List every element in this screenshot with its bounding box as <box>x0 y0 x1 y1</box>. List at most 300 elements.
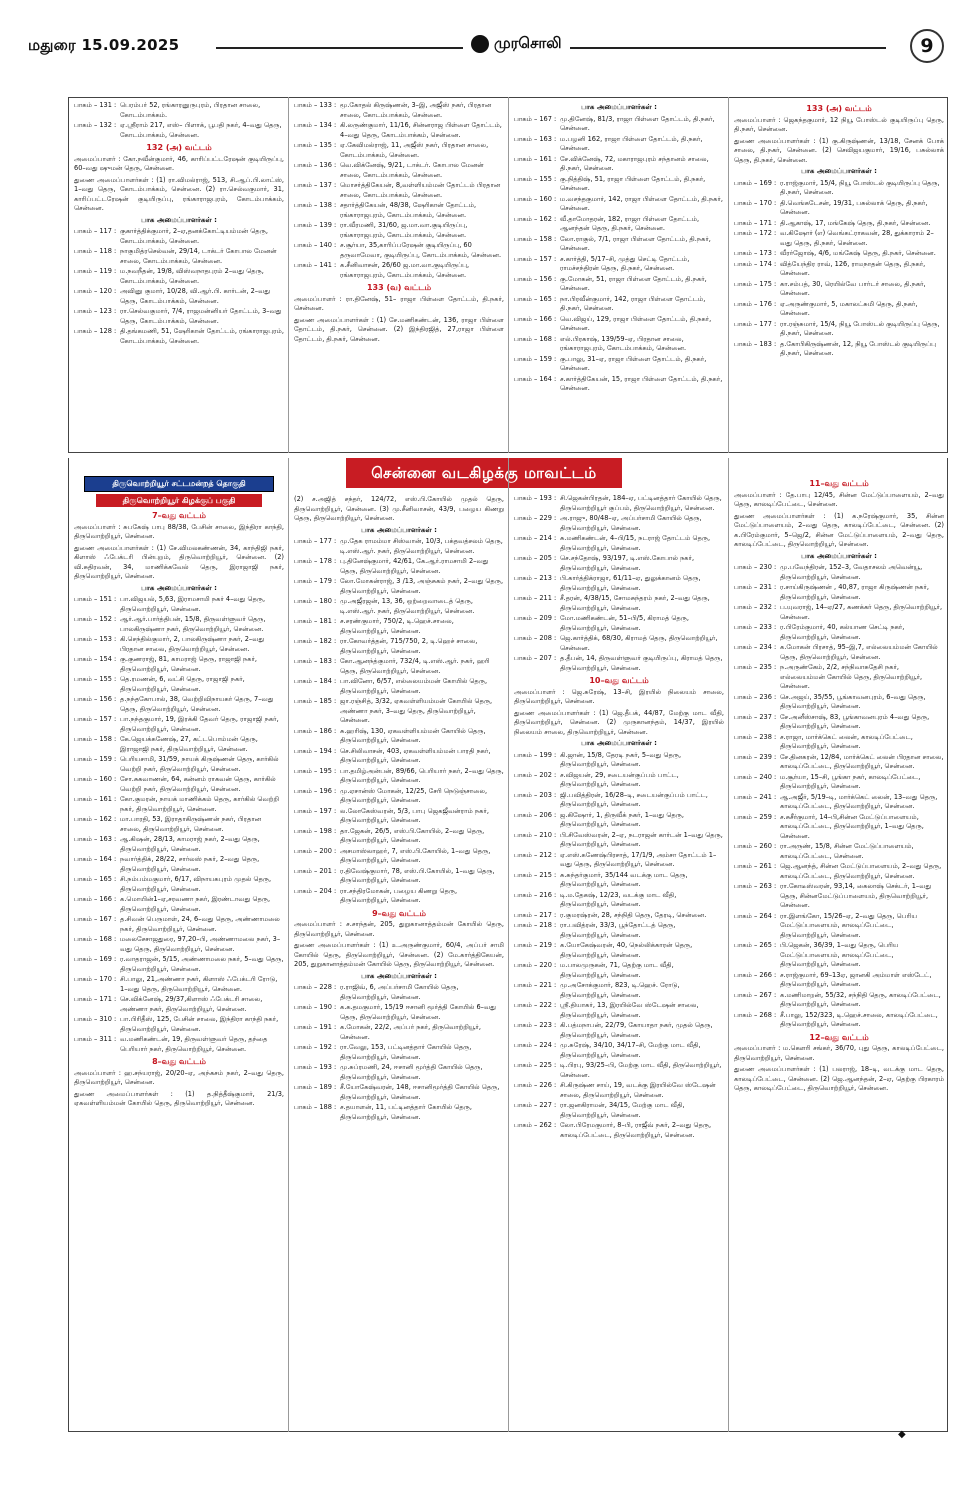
part-number: பாகம் – 156 <box>74 695 112 703</box>
part-entry <box>294 1043 504 1062</box>
part-organizer: சி.நம்பம்மகுமார், 6/17, விநாயகபுரம் முதல் தெரு, திருவொற்றியூர், சென்னை. <box>120 875 272 893</box>
part-entry <box>294 727 504 746</box>
top-column-3 <box>514 101 724 449</box>
area-tag: திருவொற்றியூர் கிழக்குப் பகுதி <box>96 494 262 508</box>
part-number: பாகம் – 204 <box>294 886 332 895</box>
part-entry <box>74 975 284 994</box>
part-organizer: க.மோகன் பிரசாத், 95–இ,7, எல்லையம்மன் கோயில் தெரு, திருவொற்றியூர், சென்னை. <box>780 643 938 661</box>
part-entry <box>514 554 724 573</box>
part-organizer: த.தீபன், 14, திருவள்ளுவர் குடியிருப்பு, கிராமத் தெரு, திருவொற்றியூர், சென்னை. <box>560 654 723 672</box>
part-organizer: மு.தினேஷ், 81/3, ராஜா பிள்ளை தோட்டம், தி.நகர், சென்னை. <box>560 114 715 132</box>
part-number: பாகம் – 162 <box>514 214 552 223</box>
separator: : <box>334 537 337 545</box>
separator: : <box>774 249 777 257</box>
part-number: பாகம் – 214 <box>514 534 552 542</box>
part-entry <box>294 807 504 826</box>
part-entry <box>74 995 284 1014</box>
part-organizer: க.யோகேஷ்வரன், 40, நெல்லிக்காரன் தெரு, திருவொற்றியூர், சென்னை. <box>560 941 693 959</box>
separator: : <box>114 695 117 703</box>
part-entry <box>294 637 504 656</box>
ward-heading: 11–வது வட்டம் <box>809 479 869 488</box>
separator: : <box>774 339 777 348</box>
ward-heading: 12–வது வட்டம் <box>809 1032 869 1042</box>
bottom-column-2 <box>294 494 504 1428</box>
part-entry <box>294 141 504 160</box>
part-organizer: க.மோகன், 22/2, அப்பர் நகர், திருவொற்றியூர், சென்னை. <box>340 1023 481 1041</box>
part-entry <box>74 915 284 934</box>
part-entry <box>74 121 284 140</box>
part-number: பாகம் – 230 <box>734 563 772 571</box>
column-divider <box>288 97 289 453</box>
part-organizer: மு.தேக ராமம்மா சிஸ்வான், 10/3, பக்தவத்சலம் தெரு, டி.எஸ்.ஆர். நகர், திருவொற்றியூர், சென்னை. <box>340 537 503 555</box>
part-entry <box>74 715 284 734</box>
separator: : <box>774 941 777 949</box>
part-number: பாகம் – 195 <box>294 766 332 775</box>
part-number: பாகம் – 310 <box>74 1015 112 1023</box>
part-number: பாகம் – 199 <box>514 750 552 759</box>
separator: : <box>334 181 337 189</box>
part-number: பாகம் – 175 <box>734 279 772 288</box>
ward-heading: 8–வது வட்டம் <box>152 1057 206 1066</box>
part-number: பாகம் – 183 <box>294 657 332 665</box>
part-organizer: ஆ.அஜீர், 5/19–டி, மார்க்கெட் லைன், 13–வது தெரு, காலடிப்பேட்டை, திருவொற்றியூர், சென்னை. <box>780 792 938 810</box>
separator: : <box>114 101 117 109</box>
separator: : <box>334 637 337 645</box>
part-entry <box>734 249 944 259</box>
separator: : <box>554 534 557 542</box>
separator: : <box>114 795 117 803</box>
separator: : <box>554 961 557 969</box>
ward-heading: 132 (அ) வட்டம் <box>146 143 212 152</box>
part-number: பாகம் – 186 <box>294 726 332 735</box>
part-organizer: ந.அருண்கேம், 2/2, சந்நிவாசுதேசி நகர், எல்லையம்மன் கோயில் தெரு, திருவொற்றியூர், சென்னை. <box>780 663 923 690</box>
part-entry <box>74 675 284 694</box>
part-organizer: பா.பிரிதீஸ், 125, பேசின் சாலை, இந்திரா காந்தி நகர், திருவொற்றியூர், சென்னை. <box>120 1015 279 1033</box>
part-entry <box>734 713 944 732</box>
part-number: பாகம் – 133 <box>294 101 332 109</box>
separator: : <box>554 514 557 522</box>
separator: : <box>334 101 337 109</box>
part-organizer: ஏ.கேவிமல்ராஜ், 11, அஜீஸ் நகர், பிரதான சாலை, கோடம்பாக்கம், சென்னை. <box>340 141 489 159</box>
organizer-text: அமைப்பாளர் : ஜெ.சுரேஷ், 13–சி, இரயில் நிலையம் சாலை, திருவொற்றியூர், சென்னை. <box>514 687 724 705</box>
separator: : <box>114 955 117 963</box>
part-list <box>74 595 284 1054</box>
part-number: பாகம் – 153 <box>74 635 112 643</box>
part-number: பாகம் – 118 <box>74 247 112 255</box>
separator: : <box>554 634 557 642</box>
separator: : <box>774 882 777 890</box>
part-number: பாகம் – 178 <box>294 557 332 565</box>
part-entry <box>294 847 504 866</box>
part-number: பாகம் – 239 <box>734 752 772 761</box>
part-organizer: வ.கிஷோர் (எ) வெங்கட்ராகவன், 28, துக்காராம் 2–வது தெரு, தி.நகர், சென்னை. <box>780 229 934 247</box>
separator: : <box>554 941 557 949</box>
part-number: பாகம் – 161 <box>74 795 112 803</box>
separator: : <box>554 154 557 163</box>
part-entry <box>734 340 944 359</box>
part-organizer: சி.பாலு, 21,அண்ணா நகர், கிளாஸ் ஃபேக்டரி ரோடு, 1–வது தெரு, திருவொற்றியூர், சென்னை. <box>120 975 278 993</box>
part-organizer: ஆ.கிஷன், 28/13, காமராஜ் நகர், 2–வது தெரு, திருவொற்றியூர், சென்னை. <box>120 835 260 853</box>
part-entry <box>294 1103 504 1122</box>
separator: : <box>334 261 337 269</box>
part-entry <box>734 941 944 970</box>
ward-heading: 9–வது வட்டம் <box>372 908 426 918</box>
part-organizer: ச.சரண்குமார், 750/2, டி.ஹெச்.சாலை, திருவொற்றியூர், சென்னை. <box>340 617 454 635</box>
part-number: பாகம் – 236 <box>734 692 772 701</box>
separator: : <box>554 594 557 602</box>
separator: : <box>334 786 337 795</box>
part-number: பாகம் – 231 <box>734 583 772 591</box>
part-number: பாகம் – 209 <box>514 614 552 622</box>
part-entry <box>514 494 724 513</box>
part-list <box>294 537 504 906</box>
part-number: பாகம் – 237 <box>734 712 772 721</box>
part-entry <box>514 155 724 174</box>
part-entry <box>514 871 724 890</box>
part-entry <box>294 101 504 120</box>
separator: : <box>114 815 117 823</box>
part-number: பாகம் – 181 <box>294 617 332 625</box>
part-entry <box>294 697 504 726</box>
separator: : <box>774 970 777 979</box>
separator: : <box>774 603 777 611</box>
part-number: பாகம் – 264 <box>734 911 772 920</box>
part-number: பாகம் – 219 <box>514 941 552 949</box>
separator: : <box>774 563 777 571</box>
part-entry <box>734 971 944 990</box>
separator: : <box>334 141 337 149</box>
part-entry <box>294 241 504 260</box>
separator: : <box>114 755 117 763</box>
separator: : <box>114 595 117 603</box>
dateline: மதுரை 15.09.2025 <box>28 36 180 54</box>
section-subheading: பாக அமைப்பாளர்கள் : <box>581 739 657 747</box>
part-organizer: ரா.கோடீஸ்வரன், 93,14, கைலாஷ் செக்டர், 1–வது தெரு, சின்னமேட்டுப்பாளையம், திருவொற்றியூர், சென்னை. <box>780 882 932 909</box>
part-number: பாகம் – 190 <box>294 1003 332 1011</box>
separator: : <box>554 654 557 662</box>
part-organizer: வெ.விஜய், 129, ராஜா பிள்ளை தோட்டம், தி.நகர், சென்னை. <box>560 314 712 332</box>
separator: : <box>334 161 337 169</box>
separator: : <box>554 910 557 919</box>
part-organizer: தெ.ரமணன், 6, வட்சி தெரு, ராஜாஜி நகர், திருவொற்றியூர், சென்னை. <box>120 675 245 693</box>
part-number: பாகம் – 212 <box>514 850 552 859</box>
part-number: பாகம் – 160 <box>514 194 552 203</box>
part-organizer: செ.விக்னேஷ், 29/37,கிளாஸ் ஃபேக்டரி சாலை, அண்ணா நகர், திருவொற்றியூர், சென்னை. <box>120 995 263 1013</box>
part-organizer: கா.சம்பத், 30, ரெயில்வே பார்டர் சாலை, தி.நகர், சென்னை. <box>780 279 926 297</box>
part-number: பாகம் – 213 <box>514 574 552 582</box>
part-organizer: நாகுமித்ரசெல்வன், 29/14, டாக்டர் கோபால மேனன் சாலை, கோடம்பாக்கம், சென்னை. <box>120 247 277 265</box>
separator: : <box>114 247 117 255</box>
part-entry <box>294 787 504 806</box>
part-entry <box>294 181 504 200</box>
part-entry <box>514 275 724 294</box>
part-entry <box>294 887 504 906</box>
part-number: பாகம் – 163 <box>74 835 112 843</box>
separator: : <box>774 583 777 591</box>
part-organizer: ம.பாலமுருகன், 71, தெற்கு மாட வீதி, திருவொற்றியூர், சென்னை. <box>560 961 674 979</box>
part-organizer: பி.சிவேஸ்வரன், 2–ஏ, நடராஜன் கார்டன் 1–வது தெரு, திருவொற்றியூர், சென்னை. <box>560 830 723 848</box>
deputy-organizers-text: துணை அமைப்பாளர்கள் : (1) ரா.விமல்ராஜ், 513, சி.ஆப்.பி.லாட்ஸ், 1–வது தெரு, கோடம்பாக்கம், சென்னை. (2) ரா.செல்வகுமார், 31, காரிப்பட்டரேஷன் குடியிருப்பு, ரங்காராஜபுரம், கோடம்பாக்கம், சென்னை. <box>74 175 284 212</box>
part-organizer: ர.ராஜிவ், 6, அப்பர்சாமி கோயில் தெரு, திருவொற்றியூர், சென்னை. <box>340 983 459 1001</box>
top-column-4 <box>734 101 944 449</box>
part-organizer: ல.லோகேஸ்வரன், 5/3, பாபு ஜெகஜீவன்ராம் நகர், திருவொற்றியூர், சென்னை. <box>340 806 489 824</box>
part-entry <box>74 247 284 266</box>
separator: : <box>334 806 337 815</box>
part-entry <box>294 983 504 1002</box>
part-organizer: ம.பழனி 162, ராஜா பிள்ளை தோட்டம், தி.நகர், சென்னை. <box>560 134 703 152</box>
part-organizer: செ.அஜய், 35/55, பூங்காவனபுரம், 6–வது தெரு, திருவொற்றியூர், சென்னை. <box>780 692 926 710</box>
separator: : <box>554 1041 557 1049</box>
part-organizer: பா.நந்தகுமார், 19, இரக்கி தேவர் தெரு, ராஜாஜி நகர், திருவொற்றியூர், சென்னை. <box>120 715 279 733</box>
part-entry <box>74 935 284 954</box>
part-organizer: ரா.ஜனகிராமன், 34/15, மேற்கு மாட வீதி, திருவொற்றியூர், சென்னை. <box>560 1101 685 1119</box>
part-number: பாகம் – 136 <box>294 161 332 169</box>
part-entry <box>74 895 284 914</box>
separator: : <box>334 657 337 665</box>
separator: : <box>774 990 777 999</box>
top-column-1 <box>74 101 284 449</box>
separator: : <box>114 715 117 723</box>
part-number: பாகம் – 163 <box>514 134 552 143</box>
part-number: பாகம் – 154 <box>74 655 112 663</box>
page-header <box>28 32 944 64</box>
part-list <box>294 101 504 280</box>
part-organizer: கி.பத்மநாபன், 22/79, கோயாதா நகர், முதல் தெரு, திருவொற்றியூர், சென்னை. <box>560 1021 713 1039</box>
separator: : <box>774 732 777 741</box>
part-number: பாகம் – 177 <box>294 537 332 545</box>
part-number: பாகம் – 120 <box>74 287 112 295</box>
part-entry <box>74 955 284 974</box>
separator: : <box>334 886 337 895</box>
part-number: பாகம் – 165 <box>74 875 112 883</box>
part-organizer: பா.விஜயல், 5,63, இராமசாமி நகர் 4–வது தெரு, திருவொற்றியூர், சென்னை. <box>120 595 266 613</box>
part-organizer: கு.நித்திஷ், 51, ராஜா பிள்ளை தோட்டம், தி.நகர், சென்னை. <box>560 174 706 192</box>
separator: : <box>554 810 557 819</box>
part-organizer: சோ.சுகவாணன், 64, கன்னம் ராகவன் தெரு, கார்கில் வெற்றி நகர், திருவொற்றியூர், சென்னை. <box>120 775 276 793</box>
separator: : <box>114 735 117 743</box>
part-organizer: மோ.மணிகண்டன், 51–பி/5, கிராமத் தெரு, திருவொற்றியூர், சென்னை. <box>560 614 689 632</box>
part-organizer: க.க.தமகுமார், 15/19 ஈசானி மூர்த்தி கோயில் 6–வது தெரு, திருவொற்றியூர், சென்னை. <box>340 1003 497 1021</box>
brand-name: முரசொலி <box>494 34 562 52</box>
part-organizer: கி.லருண்குமார், 11/16, சின்னராஜ பிள்ளை தோட்டம், 4–வது தெரு, கோடம்பாக்கம், சென்னை. <box>340 121 502 139</box>
part-organizer: ச.ராஜ்குமார், 69–13ஏ, ஜானகி அம்மாள் எஸ்டேட், திருவொற்றியூர், சென்னை. <box>780 970 932 988</box>
part-organizer: அ.ராஜு, 80/48–ஏ, அப்பர்சாமி கோயில் தெரு, திருவொற்றியூர், சென்னை. <box>560 514 702 532</box>
part-organizer: தா.ஜேகன், 26/5, எஸ்.பி.கோயில், 2–வது தெரு, திருவொற்றியூர், சென்னை. <box>340 826 485 844</box>
part-organizer: வீரர்ஜோஷ், 4/6, மங்கேஷ் தெரு, தி.நகர், சென்னை. <box>780 249 936 257</box>
part-number: பாகம் – 131 <box>74 101 112 109</box>
separator: : <box>334 1023 337 1031</box>
separator: : <box>554 870 557 879</box>
part-number: பாகம் – 123 <box>74 307 112 315</box>
part-number: பாகம் – 164 <box>514 374 552 383</box>
separator: : <box>774 692 777 701</box>
separator: : <box>554 614 557 622</box>
part-entry <box>514 295 724 314</box>
column-divider <box>728 97 729 453</box>
separator: : <box>114 915 117 923</box>
separator: : <box>114 975 117 983</box>
part-entry <box>294 677 504 696</box>
part-entry <box>734 793 944 812</box>
part-entry <box>734 991 944 1010</box>
separator: : <box>334 983 337 991</box>
part-entry <box>734 842 944 861</box>
part-entry <box>514 574 724 593</box>
part-organizer: சீ.பாலு, 152/323, டி.ஹெச்.சாலை, காலடிப்பேட்டை, திருவொற்றியூர், சென்னை. <box>780 1010 938 1028</box>
part-number: பாகம் – 197 <box>294 806 332 815</box>
part-entry <box>734 300 944 319</box>
part-entry <box>294 747 504 766</box>
page-number: 9 <box>910 29 944 63</box>
part-entry <box>294 221 504 240</box>
separator: : <box>554 981 557 989</box>
part-organizer: ஆர்.ஆர்.பார்த்திபன், 15/8, திருவள்ளுவர் தெரு, பாலகிருஷ்ணா நகர், திருவொற்றியூர், சென்னை. <box>120 615 266 633</box>
deputy-organizers-text: துணை அமைப்பாளர்கள் : (1) கு.கிருஷ்ணன், 13/18, சேனக் போக் சாலை, தி.நகர், சென்னை. (2) செவிஜயகுமார், 19/16, பசுல்லாக் தெரு, தி.நகர், சென்னை. <box>734 136 944 164</box>
part-organizer: மு.சுப்ரமணி, 24, ஈசானி மூர்த்தி கோயில் தெரு, திருவொற்றியூர், சென்னை. <box>340 1063 483 1081</box>
part-number: பாகம் – 157 <box>74 715 112 723</box>
part-entry <box>514 1121 724 1140</box>
part-number: பாகம் – 240 <box>734 772 772 781</box>
part-number: பாகம் – 119 <box>74 267 112 275</box>
part-organizer: மு.சுரேஷ், 34/10, 34/17–சி, மேற்கு மாட வீதி, திருவொற்றியூர், சென்னை. <box>560 1041 701 1059</box>
part-organizer: நவார்த்திக், 28/22, சார்லஸ் நகர், 2–வது தெரு, திருவொற்றியூர், சென்னை. <box>120 855 260 873</box>
part-entry <box>294 827 504 846</box>
part-number: பாகம் – 169 <box>734 178 772 187</box>
part-number: பாகம் – 165 <box>514 294 552 303</box>
part-entry <box>514 355 724 374</box>
part-organizer: டி.ம.தேகஷ், 12/23, வடக்கு மாட வீதி, திருவொற்றியூர், சென்னை. <box>560 890 677 908</box>
part-number: பாகம் – 261 <box>734 862 772 870</box>
part-organizer: ஜெ.கார்த்திக், 68/30, கிராமத் தெரு, திருவொற்றியூர், சென்னை. <box>560 634 718 652</box>
part-entry <box>294 161 504 180</box>
deputy-organizers-text: துணை அமைப்பாளர்கள் : (1) பலராஜ், 18–டி, வடக்கு மாட தெரு, காலடிப்பேட்டை, சென்னை. (2) ஜெ.ஆனந்தன், 2–ஏ, தெற்கு பிரகாரம் தெரு, காலடிப்பேட்டை, திருவொற்றியூர், சென்னை. <box>734 1065 944 1092</box>
district-banner: சென்னை வடகிழக்கு மாவட்டம் <box>346 458 622 488</box>
part-entry <box>74 755 284 774</box>
part-entry <box>294 1063 504 1082</box>
separator: : <box>554 830 557 839</box>
part-organizer: சீ.யோகேஷ்வரன், 148, ஈசானிமூர்த்தி கோயில் தெரு, திருவொற்றியூர், சென்னை. <box>340 1083 500 1101</box>
part-entry <box>74 1035 284 1054</box>
part-list <box>514 751 724 1141</box>
part-organizer: கி.ஜான், 15/8, தேரடி நகர், 5–வது தெரு, திருவொற்றியூர், சென்னை. <box>560 750 682 768</box>
part-number: பாகம் – 162 <box>74 815 112 823</box>
part-organizer: ஏ.ஸ்ரீராம் 217, எஸ்– பிளாக், பூபதி நகர், 4–வது தெரு, கோடம்பாக்கம், சென்னை. <box>120 121 282 139</box>
separator: : <box>334 577 337 585</box>
part-number: பாகம் – 140 <box>294 241 332 249</box>
separator: : <box>334 1003 337 1011</box>
ward-heading: 133 (வ) வட்டம் <box>366 283 432 292</box>
part-number: பாகம் – 202 <box>514 770 552 779</box>
organizer-text: அமைப்பாளர் : சுபகேஷ் பாபு 88/38, பேசின் சாலை, இந்திரா காந்தி, திருவொற்றியூர், சென்னை. <box>74 522 284 540</box>
part-entry <box>514 831 724 850</box>
part-entry <box>514 791 724 810</box>
part-list <box>734 563 944 1030</box>
organizer-text: அமைப்பாளர் : ஹ.சந்யராஜ், 20/20–ஏ, அந்கசம் நகர், 2–வது தெரு, திருவொற்றியூர், சென்னை. <box>74 1068 284 1086</box>
part-entry <box>74 815 284 834</box>
separator: : <box>114 875 117 883</box>
part-entry <box>514 235 724 254</box>
part-number: பாகம் – 207 <box>514 654 552 662</box>
part-entry <box>734 912 944 941</box>
part-number: பாகம் – 266 <box>734 970 772 979</box>
section-subheading: பாக அமைப்பாளர்கள் : <box>801 551 877 560</box>
part-entry <box>294 537 504 556</box>
part-entry <box>514 1081 724 1100</box>
part-organizer: த.சிவன் பெருமாள், 24, 6–வது தெரு, அண்ணாமலை நகர், திருவொற்றியூர், சென்னை. <box>120 915 280 933</box>
separator: : <box>554 314 557 323</box>
part-number: பாகம் – 173 <box>734 249 772 257</box>
part-number: பாகம் – 217 <box>514 910 552 919</box>
part-number: பாகம் – 155 <box>74 675 112 683</box>
bottom-column-3 <box>514 494 724 1428</box>
part-entry <box>734 862 944 881</box>
separator: : <box>554 850 557 859</box>
part-entry <box>514 135 724 154</box>
separator: : <box>114 935 117 943</box>
part-number: பாகம் – 232 <box>734 603 772 611</box>
deputy-organizers-text: துணை அமைப்பாளர்கள் : (1) சே.மணிகண்டன், 136, ராஜா பிள்ளை தோட்டம், தி.நகர், சென்னை. (2) இந்திரஜித், 27,ராஜா பிள்ளை தோட்டம், தி.நகர், சென்னை. <box>294 315 504 343</box>
part-number: பாகம் – 206 <box>514 810 552 819</box>
part-number: பாகம் – 168 <box>74 935 112 943</box>
part-organizer: மூ.கோதல் கிருஷ்ணன், 3–இ, அஜீஸ் நகர், பிரதான சாலை, கோடம்பாக்கம், சென்னை. <box>340 101 492 119</box>
separator: : <box>334 1043 337 1051</box>
separator: : <box>554 770 557 779</box>
part-number: பாகம் – 210 <box>514 830 552 839</box>
part-entry <box>514 851 724 870</box>
part-entry <box>74 775 284 794</box>
part-organizer: ஜ.கிஷோர், 1, திருவீக் நகர், 1–வது தெரு, திருவொற்றியூர், சென்னை. <box>560 810 684 828</box>
part-entry <box>514 215 724 234</box>
part-entry <box>294 1083 504 1102</box>
deputy-organizers-text: (2) ச.அஜித் சந்தர், 124/72, எஸ்.பி.கோயில் முதல் தெரு, திருவொற்றியூர், சென்னை. (3) மு.சீனிவாசன், 43/9, பழைய கிணறு தெரு, திருவொற்றியூர், சென்னை. <box>294 495 504 522</box>
part-number: பாகம் – 151 <box>74 595 112 603</box>
part-number: பாகம் – 228 <box>294 983 332 991</box>
part-organizer: தி.ஆகாஷ், 17, மங்கேஷ் தெரு, தி.நகர், சென்னை. <box>780 218 931 227</box>
part-organizer: வ.மணிகண்டன், 19, திருவள்ளுவர் தெரு, தந்தை பெரியார் நகர், திருவொற்றியூர், சென்னை. <box>120 1035 268 1053</box>
part-number: பாகம் – 211 <box>514 594 552 602</box>
separator: : <box>114 995 117 1003</box>
separator: : <box>554 274 557 283</box>
organizer-text: அமைப்பாளர் : கோ.நவீன்குமார், 46, காரிப்பட்டரேஷன் குடியிருப்பு, 60–வது ஷுமன் தெரு, சென்னை. <box>74 154 284 172</box>
separator: : <box>554 1061 557 1069</box>
part-number: பாகம் – 184 <box>294 677 332 685</box>
part-organizer: ரா.இளங்கோ, 15/26–ஏ, 2–வது தெரு, பெரிய மேட்டுப்பாளையம், காலடிப்பேட்டை, திருவொற்றியூர், சென்னை. <box>780 911 918 939</box>
separator: : <box>554 750 557 759</box>
separator: : <box>334 766 337 775</box>
part-organizer: ஸ்ரீ.தியாகர், 13, இரயில்வே ஸ்டேஷன் சாலை, திருவொற்றியூர், சென்னை. <box>560 1001 699 1019</box>
separator: : <box>334 1063 337 1071</box>
part-entry <box>74 875 284 894</box>
part-entry <box>74 1015 284 1034</box>
part-organizer: ச.கார்த்திகேயன், 15, ராஜா பிள்ளை தோட்டம், தி.நகர், சென்னை. <box>560 374 723 392</box>
part-number: பாகம் – 201 <box>294 866 332 875</box>
part-number: பாகம் – 159 <box>74 755 112 763</box>
part-entry <box>514 375 724 394</box>
part-entry <box>514 1001 724 1020</box>
separator: : <box>554 494 557 502</box>
part-number: பாகம் – 218 <box>514 921 552 929</box>
part-entry <box>734 260 944 279</box>
part-number: பாகம் – 158 <box>74 735 112 743</box>
separator: : <box>554 790 557 799</box>
separator: : <box>334 846 337 855</box>
separator: : <box>554 554 557 562</box>
separator: : <box>554 921 557 929</box>
part-entry <box>514 534 724 553</box>
part-entry <box>734 563 944 582</box>
part-entry <box>74 795 284 814</box>
part-organizer: பி.கார்த்திக்ராஜா, 61/11–ஏ, துலுக்கானம் தெரு, திருவொற்றியூர், சென்னை. <box>560 574 701 592</box>
